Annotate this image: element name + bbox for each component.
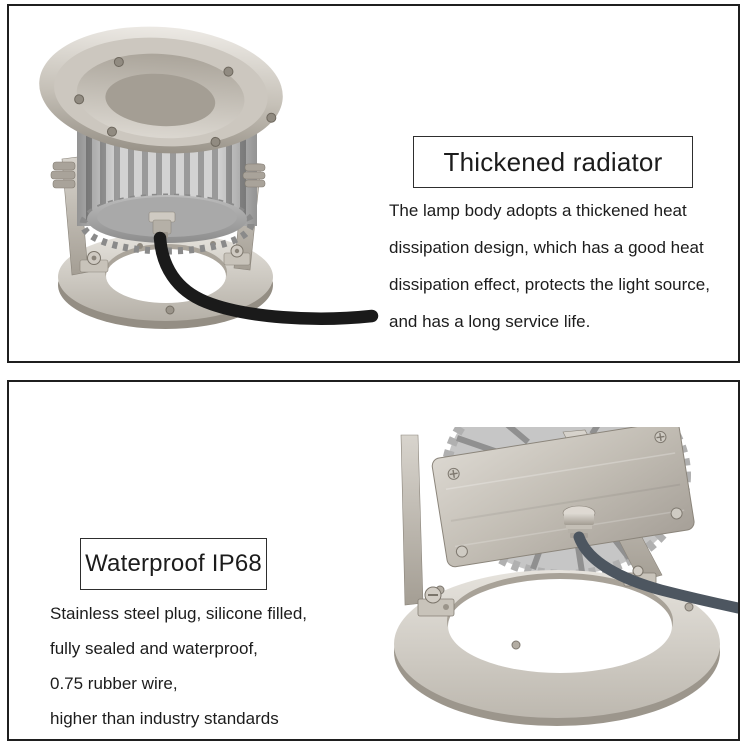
feature-description-radiator bbox=[389, 192, 710, 340]
feature-title-radiator: Thickened radiator bbox=[443, 146, 663, 177]
lamp-rear-photo bbox=[36, 22, 384, 340]
side-knob-right bbox=[243, 164, 265, 187]
description-line: higher than industry standards bbox=[50, 709, 279, 728]
lamp-backplate-closeup-photo bbox=[376, 427, 738, 737]
description-line: fully sealed and waterproof, bbox=[50, 639, 258, 658]
feature-title-waterproof: Waterproof IP68 bbox=[85, 550, 262, 577]
feature-title-box-waterproof bbox=[80, 538, 267, 590]
description-line: The lamp body adopts a thickened heat bbox=[389, 201, 687, 220]
side-knob-left bbox=[51, 162, 75, 188]
description-line: dissipation design, which has a good heat bbox=[389, 238, 704, 257]
feature-description-waterproof bbox=[50, 596, 307, 736]
description-line: dissipation effect, protects the light source, bbox=[389, 275, 710, 294]
feature-panel-waterproof bbox=[7, 380, 740, 741]
description-line: 0.75 rubber wire, bbox=[50, 674, 178, 693]
feature-title-box-radiator bbox=[413, 136, 693, 188]
description-line: and has a long service life. bbox=[389, 312, 591, 331]
base-screw bbox=[166, 306, 174, 314]
feature-panel-radiator bbox=[7, 4, 740, 363]
description-line: Stainless steel plug, silicone filled, bbox=[50, 604, 308, 623]
